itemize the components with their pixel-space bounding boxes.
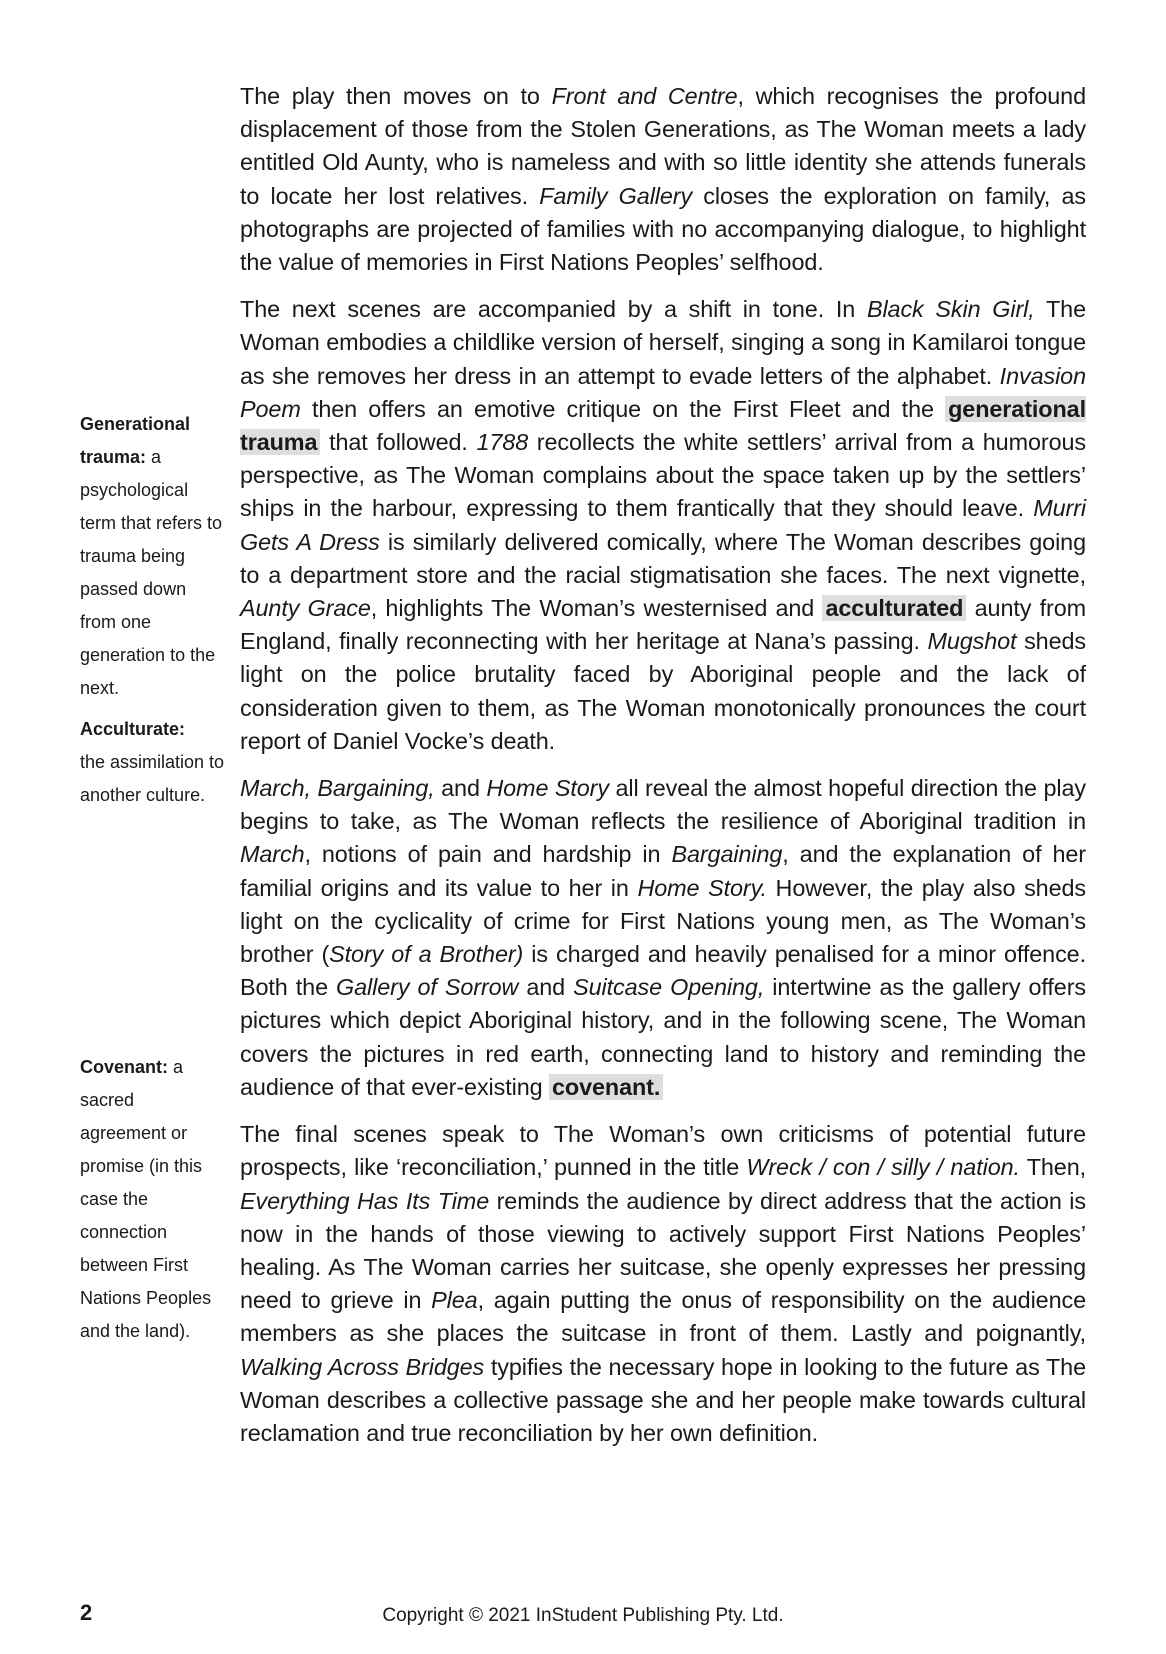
text: that followed. bbox=[320, 429, 477, 456]
play-title: Wreck / con / silly / nation. bbox=[746, 1154, 1020, 1181]
play-title: Bargaining bbox=[671, 841, 783, 868]
text: , highlights The Woman’s westernised and bbox=[370, 595, 823, 622]
text: and bbox=[434, 775, 487, 802]
play-title: March, Bargaining, bbox=[240, 775, 435, 802]
text: recollects the white settlers’ arrival from a humorous perspective, as The Woman complains about the space taken up by the settlers’ ships in the harbour, expressing to them frantically that they should leave. bbox=[240, 429, 1086, 522]
play-title: Walking Across Bridges bbox=[240, 1353, 485, 1380]
play-title: Murri Gets A Dress bbox=[240, 495, 1086, 555]
play-title: 1788 bbox=[476, 429, 529, 456]
text: reminds the audience by direct address that the action is now in the hands of those viewing to actively support First Nations Peoples’ healing. As The Woman carries her suitcase, she openly expresses her pressing need to grieve in bbox=[240, 1187, 1086, 1314]
play-title: Home Story. bbox=[637, 874, 767, 901]
text: , notions of pain and hardship in bbox=[304, 841, 672, 868]
text: However, the play also sheds light on the cyclicality of crime for First Nations young men, as The Woman’s brother ( bbox=[240, 874, 1086, 968]
play-title: Family Gallery bbox=[539, 182, 693, 209]
paragraph-1 bbox=[240, 80, 1086, 279]
highlighted-term: covenant. bbox=[549, 1074, 663, 1100]
play-title: March bbox=[240, 841, 305, 868]
text: , again putting the onus of responsibility on the audience members as she places the suitcase in front of them. Lastly and poignantly, bbox=[240, 1287, 1086, 1347]
highlighted-term: acculturated bbox=[822, 595, 966, 621]
text: aunty from England, finally reconnecting with her heritage at Nana’s passing. bbox=[240, 595, 1086, 655]
highlighted-term: generational trauma bbox=[240, 395, 1086, 456]
text: The next scenes are accompanied by a shift in tone. In bbox=[240, 296, 867, 323]
text: The Woman embodies a childlike version of herself, singing a song in Kamilaroi tongue as she removes her dress in an attempt to evade letters of the alphabet. bbox=[240, 296, 1087, 389]
paragraph-4 bbox=[240, 1118, 1086, 1450]
play-title: Suitcase Opening, bbox=[573, 974, 765, 1001]
main-text bbox=[240, 80, 1086, 1464]
note-definition: the assimilation to another culture. bbox=[80, 752, 225, 805]
play-title: Invasion Poem bbox=[240, 362, 1086, 422]
play-title: Aunty Grace bbox=[240, 595, 371, 622]
note-term: Acculturate: bbox=[80, 719, 186, 739]
text: all reveal the almost hopeful direction the play begins to take, as The Woman reflects the resilience of Aboriginal tradition in bbox=[240, 775, 1086, 835]
text: intertwine as the gallery offers pictures which depict Aboriginal history, and in the following scene, The Woman covers the pictures in red earth, connecting land to history and reminding the audience of that ever-existing bbox=[240, 974, 1086, 1100]
play-title: Everything Has Its Time bbox=[240, 1187, 490, 1214]
text: then offers an emotive critique on the First Fleet and the bbox=[300, 395, 946, 422]
paragraph-3 bbox=[240, 772, 1086, 1104]
note-definition: a sacred agreement or promise (in this case the connection between First Nations Peoples and the land). bbox=[80, 1057, 212, 1341]
margin-note-acculturate bbox=[80, 713, 225, 812]
play-title: Front and Centre bbox=[551, 83, 738, 109]
margin-note-generational-trauma bbox=[80, 408, 225, 705]
note-definition: a psychological term that refers to trauma being passed down from one generation to the next. bbox=[80, 447, 223, 698]
note-term: Generational trauma: bbox=[80, 414, 191, 467]
text: The play then moves on to bbox=[240, 83, 552, 109]
text: , which recognises the profound displacement of those from the Stolen Generations, as The Woman meets a lady entitled Old Aunty, who is nameless and with so little identity she attends funerals to locate her lost relatives. bbox=[240, 83, 1086, 209]
play-title: Home Story bbox=[486, 775, 609, 802]
play-title: Story of a Brother) bbox=[329, 941, 524, 968]
text: Then, bbox=[1019, 1154, 1087, 1181]
play-title: Plea bbox=[431, 1287, 478, 1314]
margin-note-covenant bbox=[80, 1051, 225, 1348]
text: typifies the necessary hope in looking to the future as The Woman describes a collective passage she and her people make towards cultural reclamation and true reconciliation by her own definition. bbox=[240, 1353, 1086, 1446]
play-title: Gallery of Sorrow bbox=[336, 974, 519, 1001]
paragraph-2 bbox=[240, 293, 1086, 758]
text: is similarly delivered comically, where The Woman describes going to a department store and the racial stigmatisation she faces. The next vignette, bbox=[240, 528, 1086, 588]
text: and bbox=[518, 974, 574, 1001]
text: sheds light on the police brutality faced by Aboriginal people and the lack of consideration given to them, as The Woman monotonically pronounces the court report of Daniel Vocke’s death. bbox=[240, 628, 1086, 754]
page-number: 2 bbox=[80, 1600, 93, 1625]
text: The final scenes speak to The Woman’s own criticisms of potential future prospects, like ‘reconciliation,’ punned in the title bbox=[240, 1121, 1086, 1181]
play-title: Mugshot bbox=[927, 628, 1017, 655]
text: , and the explanation of her familial origins and its value to her in bbox=[240, 841, 1086, 901]
text: is charged and heavily penalised for a minor offence. Both the bbox=[240, 941, 1086, 1001]
copyright-notice: Copyright © 2021 InStudent Publishing Pty. Ltd. bbox=[382, 1605, 784, 1626]
note-term: Covenant: bbox=[80, 1057, 169, 1077]
text: closes the exploration on family, as photographs are projected of families with no accompanying dialogue, to highlight the value of memories in First Nations Peoples’ selfhood. bbox=[240, 182, 1086, 276]
play-title: Black Skin Girl, bbox=[866, 296, 1035, 323]
